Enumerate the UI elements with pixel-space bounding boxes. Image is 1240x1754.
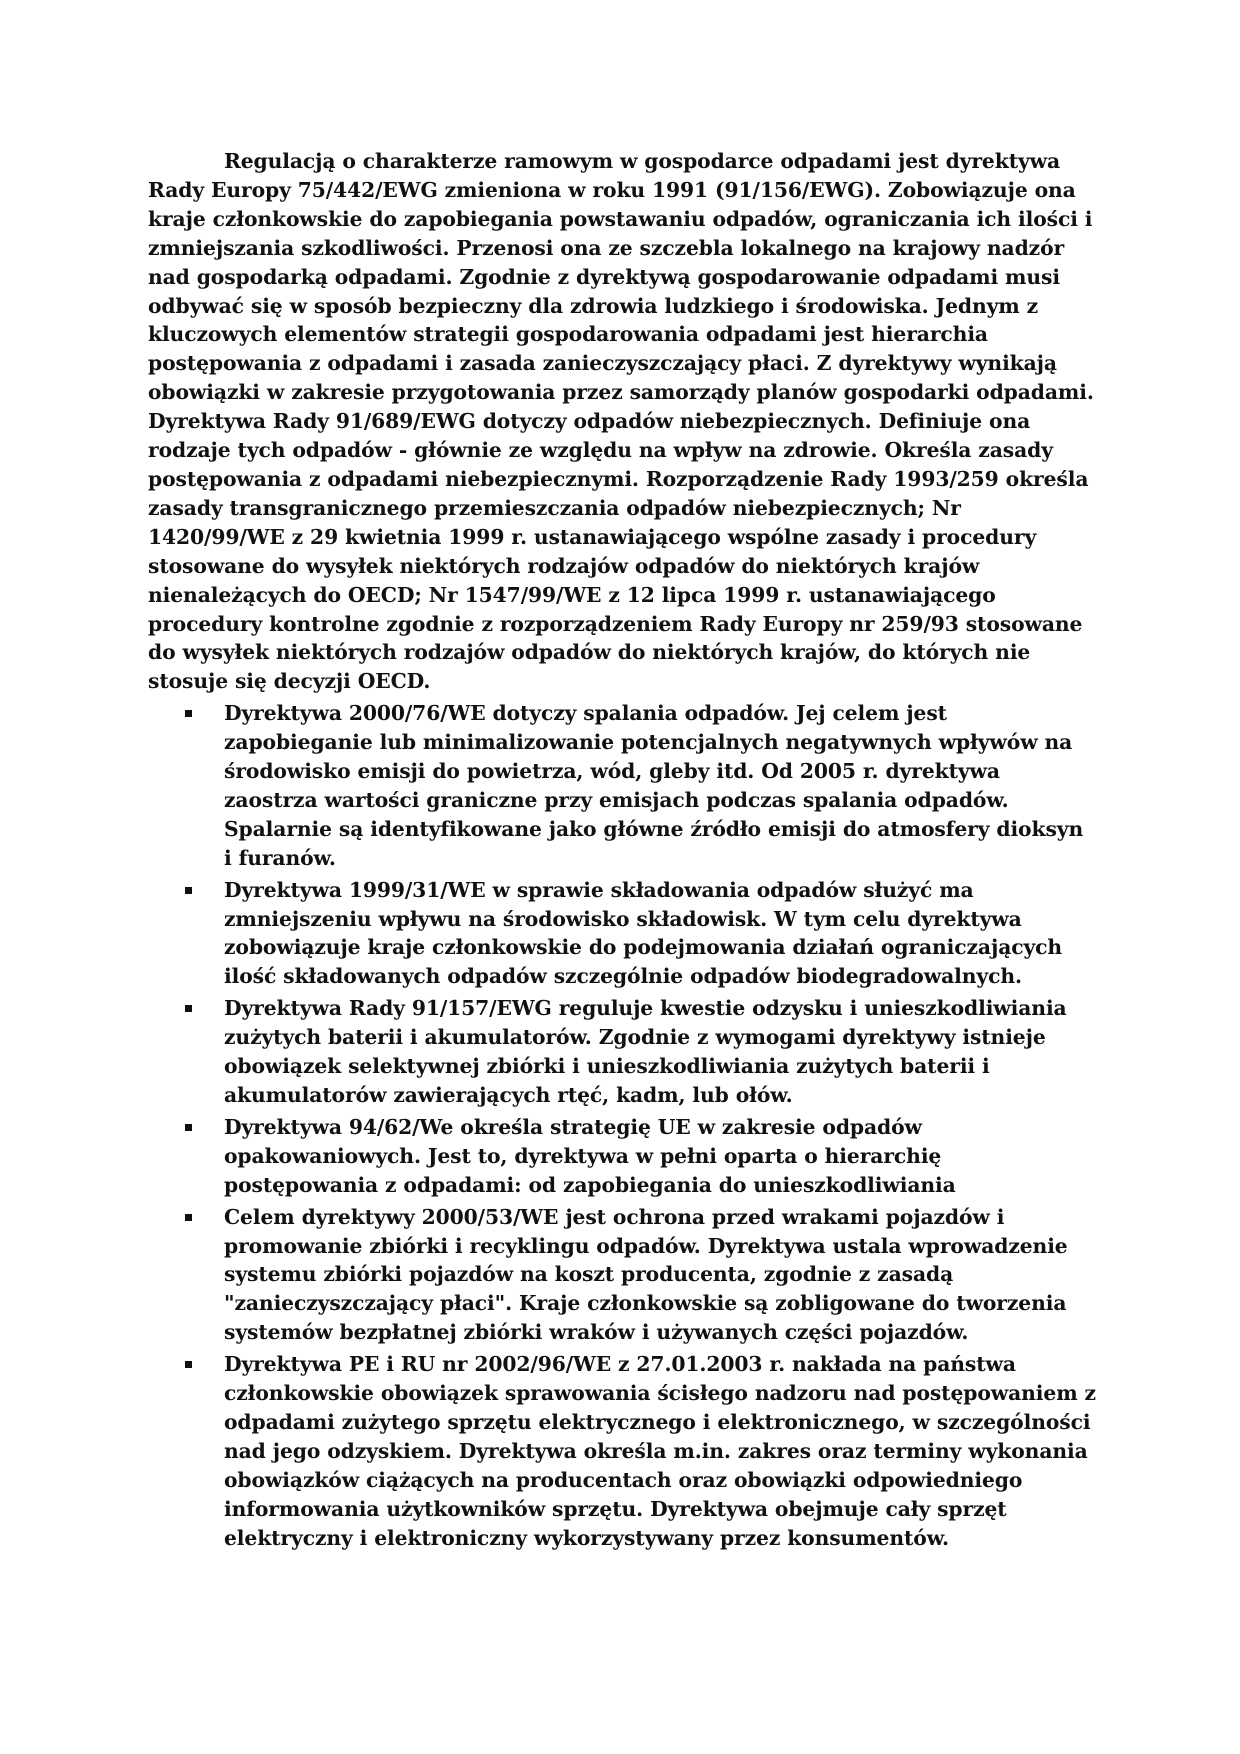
list-item-text: Dyrektywa 94/62/We określa strategię UE w zakresie odpadów opakowaniowych. Jest to, dyrektywa w pełni oparta o hierarchię postępowania z odpadami: od zapobiegania do unieszkodliwiania: [224, 1114, 956, 1197]
square-bullet-icon: [185, 1005, 192, 1012]
directives-list: [148, 699, 1096, 1552]
list-item: [148, 1350, 1096, 1552]
list-item: [148, 1113, 1096, 1200]
list-item-text: Dyrektywa PE i RU nr 2002/96/WE z 27.01.2003 r. nakłada na państwa członkowskie obowiązek sprawowania ścisłego nadzoru nad postępowaniem z odpadami zużytego sprzętu elektrycznego i elektronicznego, w szczególności nad jego odzyskiem. Dyrektywa określa m.in. zakres oraz terminy wykonania obowiązków ciążących na producentach oraz obowiązki odpowiedniego informowania użytkowników sprzętu. Dyrektywa obejmuje cały sprzęt elektryczny i elektroniczny wykorzystywany przez konsumentów.: [224, 1352, 1096, 1550]
square-bullet-icon: [185, 1124, 192, 1131]
list-item-text: Celem dyrektywy 2000/53/WE jest ochrona przed wrakami pojazdów i promowanie zbiórki i recyklingu odpadów. Dyrektywa ustala wprowadzenie systemu zbiórki pojazdów na koszt producenta, zgodnie z zasadą "zanieczyszczający płaci". Kraje członkowskie są zobligowane do tworzenia systemów bezpłatnej zbiórki wraków i używanych części pojazdów.: [224, 1204, 1068, 1345]
document-body: [148, 147, 1096, 1556]
list-item-text: Dyrektywa 2000/76/WE dotyczy spalania odpadów. Jej celem jest zapobieganie lub minimalizowanie potencjalnych negatywnych wpływów na środowisko emisji do powietrza, wód, gleby itd. Od 2005 r. dyrektywa zaostrza wartości graniczne przy emisjach podczas spalania odpadów. Spalarnie są identyfikowane jako główne źródło emisji do atmosfery dioksyn i furanów.: [224, 701, 1084, 870]
list-item-text: Dyrektywa 1999/31/WE w sprawie składowania odpadów służyć ma zmniejszeniu wpływu na środowisko składowisk. W tym celu dyrektywa zobowiązuje kraje członkowskie do podejmowania działań ograniczających ilość składowanych odpadów szczególnie odpadów biodegradowalnych.: [224, 877, 1063, 989]
square-bullet-icon: [185, 887, 192, 894]
list-item: [148, 876, 1096, 992]
list-item: [148, 1203, 1096, 1348]
square-bullet-icon: [185, 710, 192, 717]
list-item-text: Dyrektywa Rady 91/157/EWG reguluje kwestie odzysku i unieszkodliwiania zużytych baterii i akumulatorów. Zgodnie z wymogami dyrektywy istnieje obowiązek selektywnej zbiórki i unieszkodliwiania zużytych baterii i akumulatorów zawierających rtęć, kadm, lub ołów.: [224, 996, 1067, 1107]
paragraph-framework-directive: Regulacją o charakterze ramowym w gospodarce odpadami jest dyrektywa Rady Europy 75/442/EWG zmieniona w roku 1991 (91/156/EWG). Zobowiązuje ona kraje członkowskie do zapobiegania powstawaniu odpadów, ograniczania ich ilości i zmniejszania szkodliwości. Przenosi ona ze szczebla lokalnego na krajowy nadzór nad gospodarką odpadami. Zgodnie z dyrektywą gospodarowanie odpadami musi odbywać się w sposób bezpieczny dla zdrowia ludzkiego i środowiska. Jednym z kluczowych elementów strategii gospodarowania odpadami jest hierarchia postępowania z odpadami i zasada zanieczyszczający płaci. Z dyrektywy wynikają obowiązki w zakresie przygotowania przez samorządy planów gospodarki odpadami.: [148, 149, 1094, 405]
square-bullet-icon: [185, 1361, 192, 1368]
list-item: [148, 699, 1096, 872]
paragraph-hazardous-waste: Dyrektywa Rady 91/689/EWG dotyczy odpadów niebezpiecznych. Definiuje ona rodzaje tych odpadów - głównie ze względu na wpływ na zdrowie. Określa zasady postępowania z odpadami niebezpiecznymi. Rozporządzenie Rady 1993/259 określa zasady transgranicznego przemieszczania odpadów niebezpiecznych; Nr 1420/99/WE z 29 kwietnia 1999 r. ustanawiającego wspólne zasady i procedury stosowane do wysyłek niektórych rodzajów odpadów do niektórych krajów nienależących do OECD; Nr 1547/99/WE z 12 lipca 1999 r. ustanawiającego procedury kontrolne zgodnie z rozporządzeniem Rady Europy nr 259/93 stosowane do wysyłek niektórych rodzajów odpadów do niektórych krajów, do których nie stosuje się decyzji OECD.: [148, 409, 1089, 694]
list-item: [148, 994, 1096, 1110]
square-bullet-icon: [185, 1214, 192, 1221]
